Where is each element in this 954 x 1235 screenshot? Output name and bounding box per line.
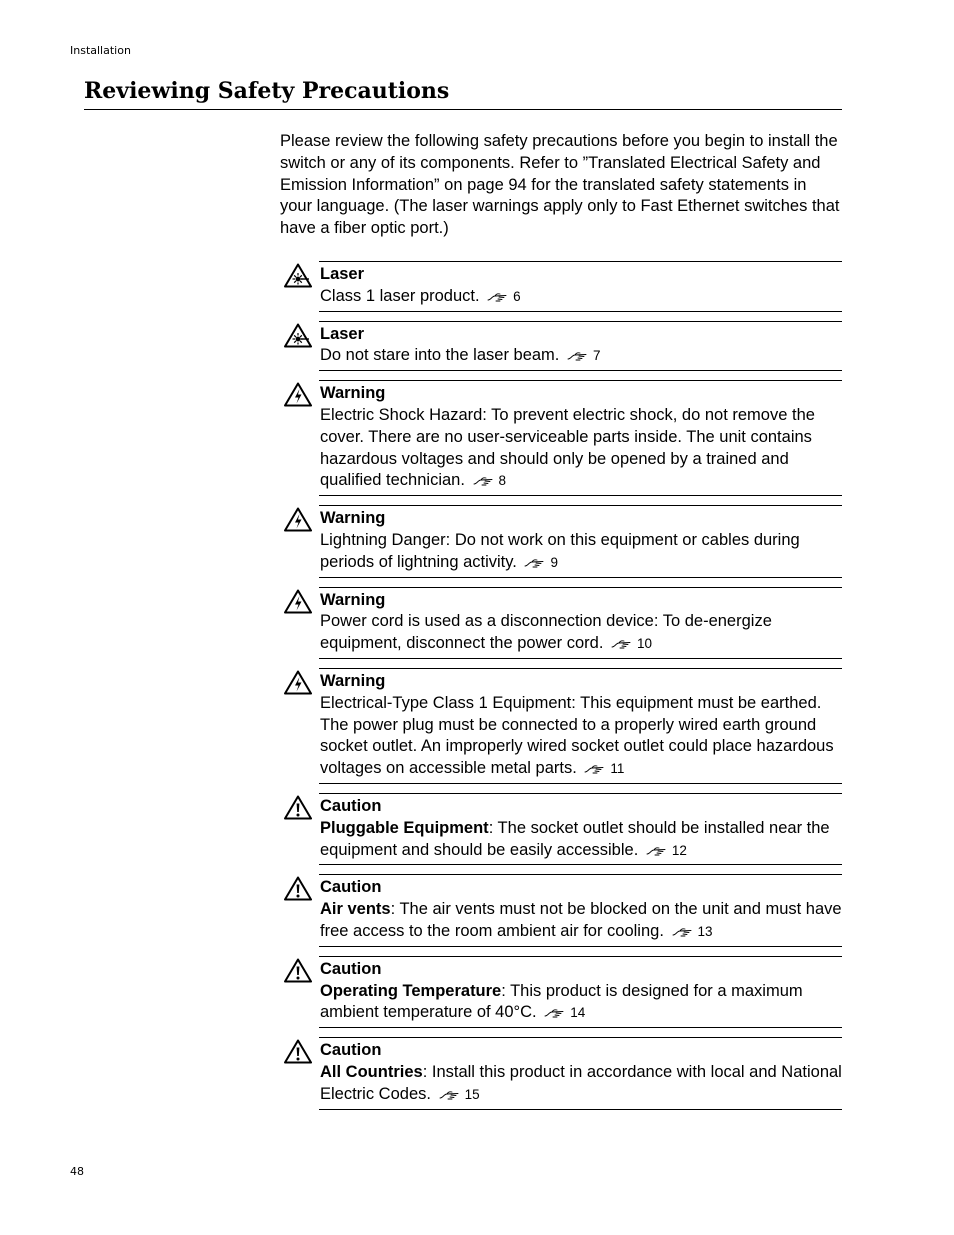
notice-body (319, 380, 842, 496)
notice-caution-1 (284, 793, 842, 865)
translation-reference-number: 8 (498, 473, 507, 489)
caution-icon (284, 876, 312, 901)
translation-reference (611, 633, 652, 655)
laser-hazard-icon (284, 323, 312, 348)
notice-warning-1 (284, 380, 842, 496)
notice-warning-2 (284, 505, 842, 577)
translation-reference (584, 758, 624, 780)
pointing-hand-icon (567, 351, 589, 361)
page-number: 48 (70, 1165, 84, 1178)
electric-shock-warning-icon (284, 670, 312, 695)
notice-warning-4 (284, 668, 842, 784)
notice-label: Caution (320, 959, 382, 978)
notice-text: Electric Shock Hazard: To prevent electric shock, do not remove the cover. There are no user-serviceable parts inside. The unit contains hazardous voltages and should only be opened by a trained and qualified technician. (320, 405, 815, 490)
electric-shock-warning-icon (284, 382, 312, 407)
translation-reference-number: 14 (570, 1005, 586, 1021)
notice-text: Electrical-Type Class 1 Equipment: This equipment must be earthed. The power plug must be connected to a properly wired earth ground socket outlet. An improperly wired socket outlet could place hazardous voltages on accessible metal parts. (320, 693, 834, 778)
intro-paragraph: Please review the following safety precautions before you begin to install the switch or any of its components. Refer to ”Translated Electrical Safety and Emission Information” on page 94 for the translated safety statements in your language. (The laser warnings apply only to Fast Ethernet switches that have a fiber optic port.) (280, 132, 840, 238)
notice-text: : The air vents must not be blocked on the unit and must have free access to the room ambient air for cooling. (320, 900, 842, 940)
pointing-hand-icon (646, 846, 668, 856)
pointing-hand-icon (611, 639, 633, 649)
translation-reference-number: 9 (550, 554, 558, 570)
translation-reference-number: 15 (464, 1086, 480, 1102)
notice-body (319, 587, 842, 659)
translation-reference-number: 13 (697, 923, 713, 939)
safety-notice-list (284, 261, 842, 1119)
notice-text: Power cord is used as a disconnection device: To de-energize equipment, disconnect the power cord. (320, 612, 772, 653)
translation-reference-number: 6 (513, 288, 521, 304)
translation-reference (524, 552, 558, 574)
notice-text: Class 1 laser product. (320, 286, 480, 305)
notice-text: : The socket outlet should be installed near the equipment and should be easily accessible. (320, 818, 830, 859)
notice-body (319, 956, 842, 1028)
translation-reference-number: 10 (637, 636, 653, 652)
translation-reference (567, 345, 601, 367)
pointing-hand-icon (487, 292, 509, 302)
translation-reference (646, 840, 687, 862)
notice-lead: All Countries (320, 1062, 423, 1081)
notice-warning-3 (284, 587, 842, 659)
pointing-hand-icon (584, 764, 606, 774)
notice-laser-2 (284, 321, 842, 372)
pointing-hand-icon (672, 927, 694, 937)
pointing-hand-icon (439, 1090, 461, 1100)
translation-reference-number: 12 (671, 842, 687, 858)
electric-shock-warning-icon (284, 589, 312, 614)
notice-body (319, 321, 842, 372)
laser-hazard-icon (284, 263, 312, 288)
notice-body (319, 668, 842, 784)
electric-shock-warning-icon (284, 507, 312, 532)
notice-label: Laser (320, 324, 365, 343)
pointing-hand-icon (544, 1008, 566, 1018)
notice-body (319, 261, 842, 312)
notice-text: Do not stare into the laser beam. (320, 346, 560, 365)
pointing-hand-icon (524, 558, 546, 568)
caution-icon (284, 958, 312, 983)
notice-label: Laser (320, 265, 365, 283)
caution-icon (284, 1039, 312, 1064)
notice-label: Warning (320, 509, 386, 528)
notice-text: : This product is designed for a maximum ambient temperature of 40°C. (320, 981, 803, 1022)
notice-caution-3 (284, 956, 842, 1028)
notice-lead: Operating Temperature (320, 981, 502, 1000)
notice-label: Caution (320, 1041, 382, 1060)
translation-reference (439, 1084, 480, 1106)
notice-caution-4 (284, 1037, 842, 1109)
notice-label: Warning (320, 384, 386, 403)
notice-body (319, 874, 842, 946)
translation-reference (544, 1002, 585, 1024)
section-title: Reviewing Safety Precautions (84, 78, 842, 110)
notice-laser-1 (284, 261, 842, 312)
translation-reference (473, 470, 507, 492)
running-head: Installation (70, 44, 131, 57)
notice-body (319, 1037, 842, 1109)
notice-body (319, 793, 842, 865)
notice-text: Lightning Danger: Do not work on this equipment or cables during periods of lightning activity. (320, 530, 800, 571)
translation-reference (487, 286, 521, 308)
translation-reference (672, 921, 713, 943)
notice-text: : Install this product in accordance with local and National Electric Codes. (320, 1062, 842, 1103)
pointing-hand-icon (473, 476, 495, 486)
notice-label: Warning (320, 671, 386, 690)
translation-reference-number: 11 (610, 761, 625, 777)
notice-body (319, 505, 842, 577)
caution-icon (284, 795, 312, 820)
notice-caution-2 (284, 874, 842, 946)
notice-lead: Pluggable Equipment (320, 818, 489, 837)
translation-reference-number: 7 (592, 348, 601, 364)
notice-label: Caution (320, 796, 382, 815)
notice-lead: Air vents (320, 900, 391, 919)
notice-label: Caution (320, 878, 382, 897)
notice-label: Warning (320, 590, 386, 609)
